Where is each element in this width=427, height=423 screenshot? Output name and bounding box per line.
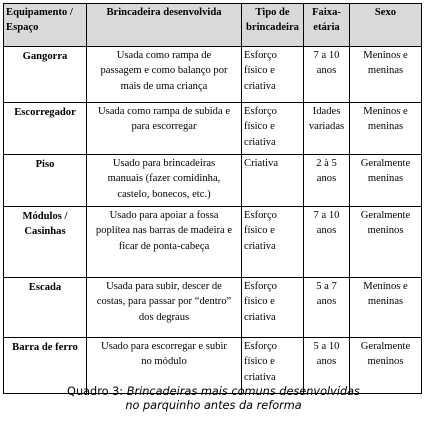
- cell-age: 7 a 10 anos: [304, 47, 350, 103]
- table-row: [4, 47, 422, 103]
- cell-type: Esforço físico e criativa: [242, 47, 304, 103]
- caption-label: Quadro 3:: [67, 385, 124, 398]
- caption-line-1: [0, 385, 427, 399]
- cell-sex: Geralmente meninas: [350, 155, 422, 207]
- header-activity: Brincadeira desenvolvida: [87, 4, 242, 47]
- header-row: [4, 4, 422, 47]
- cell-activity: Usado para apoiar a fossa poplítea nas barras de madeira e ficar de ponta-cabeça: [87, 207, 242, 278]
- cell-sex: Meninos e meninas: [350, 278, 422, 338]
- cell-type: Esforço físico e criativa: [242, 103, 304, 155]
- cell-age: 7 a 10 anos: [304, 207, 350, 278]
- cell-equipment: Módulos / Casinhas: [4, 207, 87, 278]
- caption-text-2: no parquinho antes da reforma: [125, 399, 302, 413]
- header-type: Tipo de brincadeira: [242, 4, 304, 47]
- cell-type: Esforço físico e criativa: [242, 207, 304, 278]
- activities-table: [3, 3, 422, 394]
- header-age: Faixa-etária: [304, 4, 350, 47]
- table-container: [3, 3, 421, 394]
- table-row: [4, 103, 422, 155]
- header-sex: Sexo: [350, 4, 422, 47]
- cell-sex: Meninos e meninas: [350, 103, 422, 155]
- cell-equipment: Gangorra: [4, 47, 87, 103]
- cell-age: 2 à 5 anos: [304, 155, 350, 207]
- cell-sex: Geralmente meninos: [350, 338, 422, 394]
- cell-activity: Usada como rampa de passagem e como balanço por mais de uma criança: [87, 47, 242, 103]
- cell-equipment: Escada: [4, 278, 87, 338]
- cell-sex: Meninos e meninas: [350, 47, 422, 103]
- cell-equipment: Barra de ferro: [4, 338, 87, 394]
- cell-equipment: Piso: [4, 155, 87, 207]
- cell-activity: Usado para brincadeiras manuais (fazer comidinha, castelo, bonecos, etc.): [87, 155, 242, 207]
- cell-sex: Geralmente meninos: [350, 207, 422, 278]
- cell-age: Idades variadas: [304, 103, 350, 155]
- table-row: [4, 278, 422, 338]
- cell-type: Criativa: [242, 155, 304, 207]
- caption-line-2: [0, 399, 427, 413]
- cell-type: Esforço físico e criativa: [242, 338, 304, 394]
- header-equipment: Equipamento / Espaço: [4, 4, 87, 47]
- cell-equipment: Escorregador: [4, 103, 87, 155]
- cell-age: 5 a 7 anos: [304, 278, 350, 338]
- cell-activity: Usado para escorregar e subir no módulo: [87, 338, 242, 394]
- cell-activity: Usada para subir, descer de costas, para passar por “dentro” dos degraus: [87, 278, 242, 338]
- caption-text-1: Brincadeiras mais comuns desenvolvidas: [126, 385, 360, 398]
- table-caption: [0, 385, 427, 413]
- cell-activity: Usada como rampa de subida e para escorregar: [87, 103, 242, 155]
- cell-type: Esforço físico e criativa: [242, 278, 304, 338]
- table-row: [4, 207, 422, 278]
- cell-age: 5 a 10 anos: [304, 338, 350, 394]
- table-row: [4, 155, 422, 207]
